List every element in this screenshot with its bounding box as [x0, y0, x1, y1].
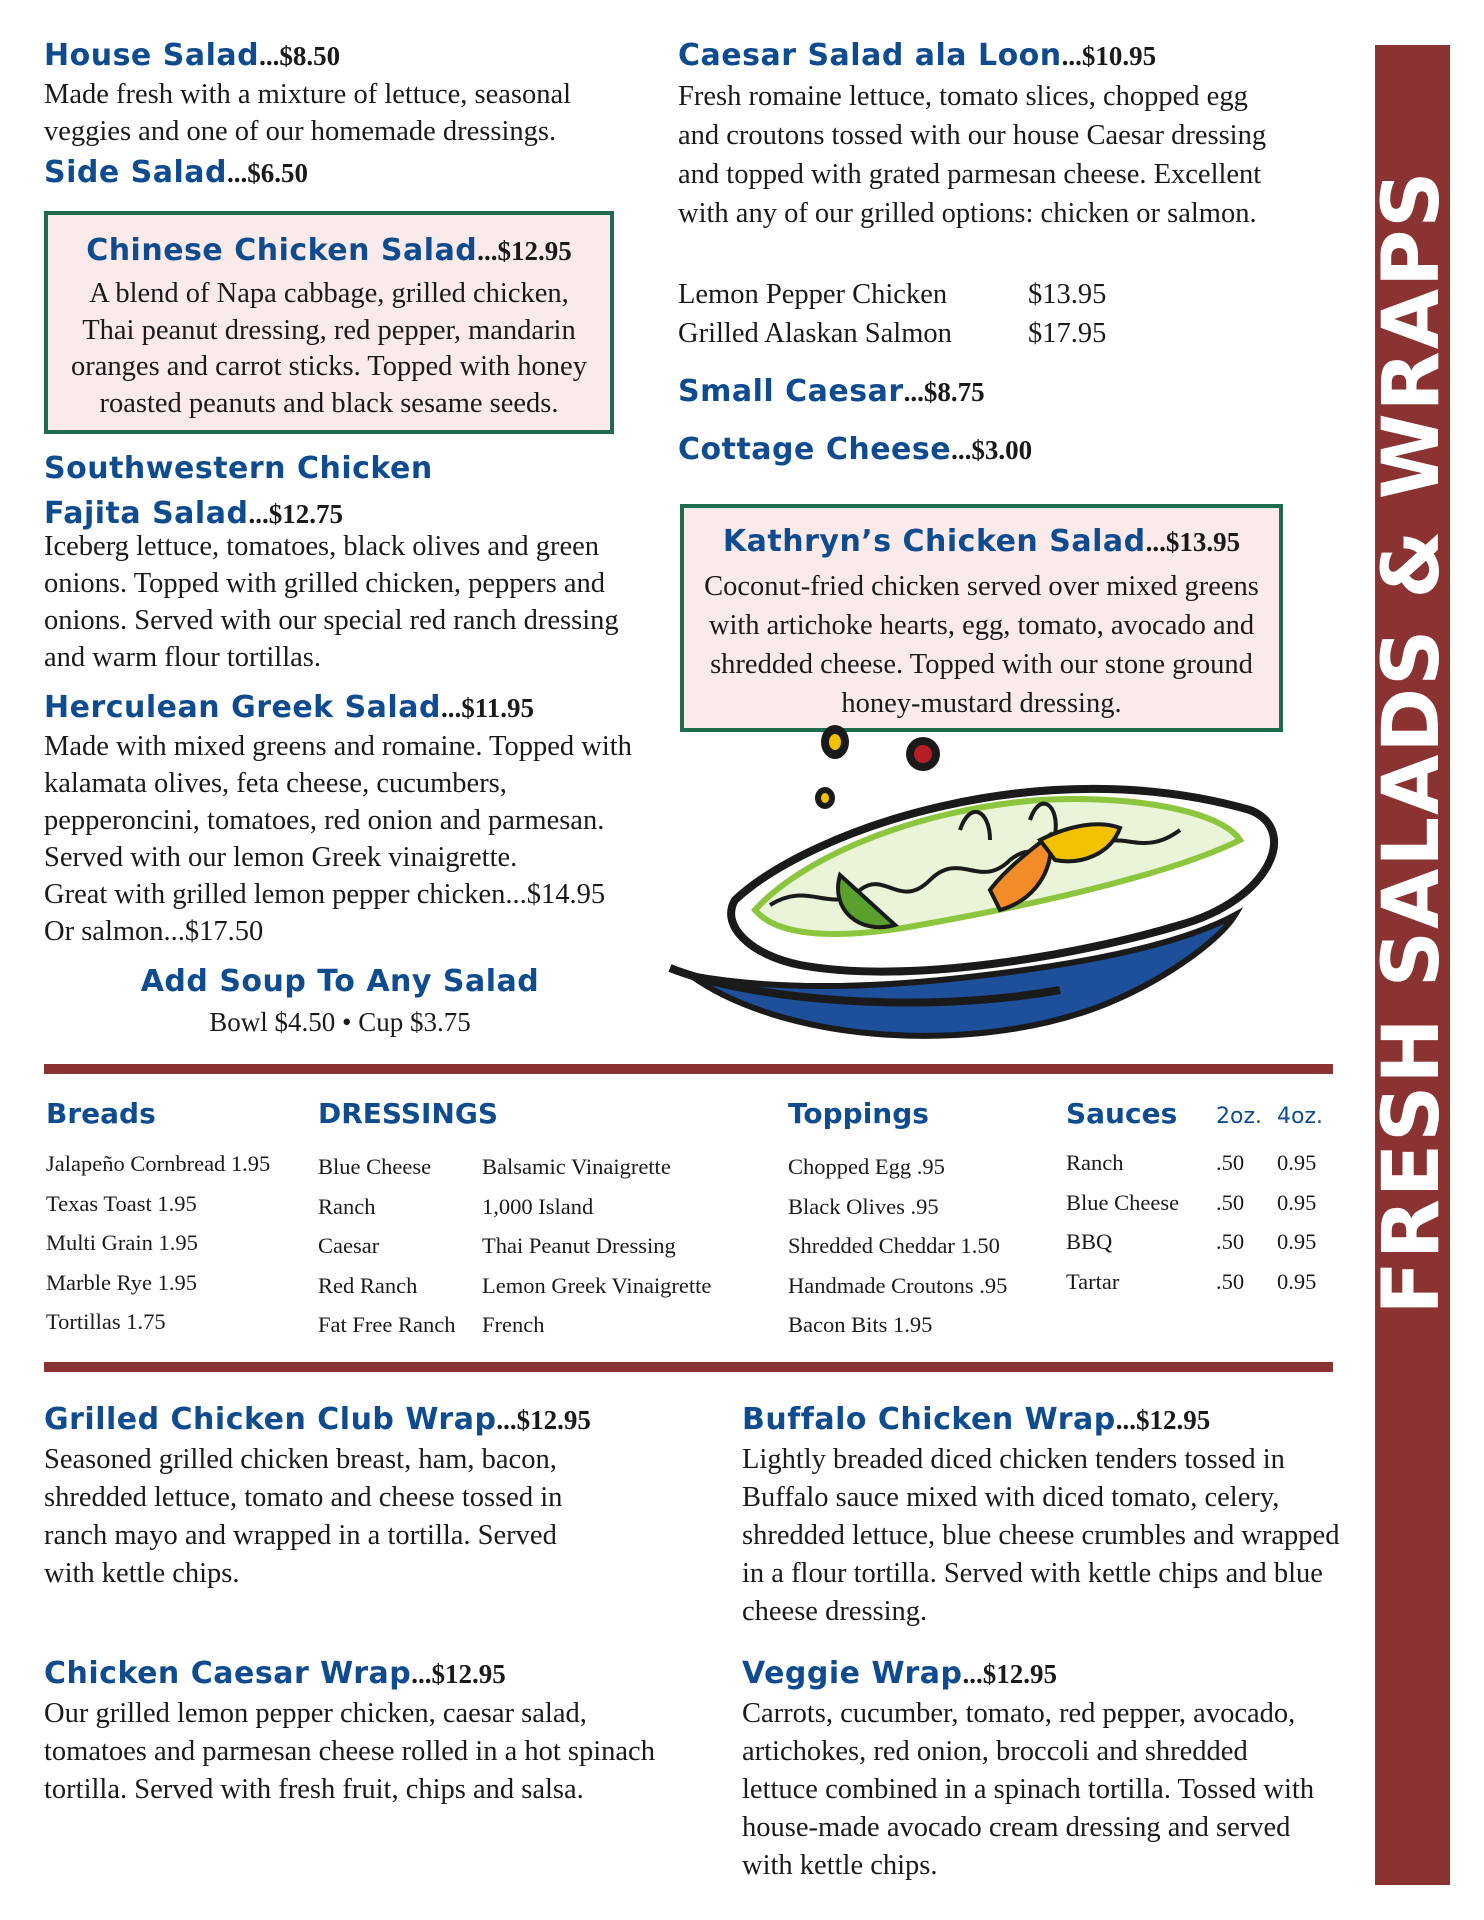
greek-salad-title [44, 688, 534, 733]
chinese-chicken-desc: A blend of Napa cabbage, grilled chicken, Thai peanut dressing, red pepper, mandarin oranges and carrot sticks. Topped with honey roasted peanuts and black sesame seeds. [71, 278, 587, 419]
house-salad-desc: Made fresh with a mixture of lettuce, seasonal veggies and one of our homemade dressings. [44, 79, 572, 147]
add-soup-prices: Bowl $4.50 • Cup $3.75 [209, 1007, 471, 1037]
side-salad-price: ...$6.50 [227, 158, 309, 188]
divider-bottom [44, 1362, 1333, 1372]
list-item: Thai Peanut Dressing [482, 1233, 676, 1258]
kathryn-chicken-name: Kathryn’s Chicken Salad [722, 524, 1146, 559]
veggie-wrap-price: ...$12.95 [962, 1659, 1058, 1689]
sauce-row: Blue Cheese .50 0.95 [1066, 1189, 1317, 1215]
list-item: 1,000 Island [482, 1193, 594, 1219]
chinese-chicken-price: ...$12.95 [477, 236, 572, 266]
chinese-chicken-box [44, 211, 614, 434]
greek-salad-price: ...$11.95 [440, 693, 534, 723]
dressings-list-col1 [318, 1147, 455, 1345]
caesar-wrap-price: ...$12.95 [411, 1659, 506, 1689]
house-salad-title [44, 36, 340, 81]
sauces-header [1066, 1097, 1177, 1130]
buffalo-wrap-title [742, 1400, 1210, 1445]
caesar-option-salmon-price: $17.95 [1028, 318, 1107, 349]
sauces-size-2oz: 2oz. [1216, 1104, 1262, 1129]
cottage-cheese-title [678, 430, 1032, 475]
buffalo-wrap-name: Buffalo Chicken Wrap [742, 1402, 1116, 1437]
list-item: Chopped Egg .95 [788, 1154, 945, 1179]
veggie-wrap-desc: Carrots, cucumber, tomato, red pepper, avocado, artichokes, red onion, broccoli and shredded lettuce combined in a spinach tortilla. Tossed with house-made avocado cream dressing and served with kettle chips. [742, 1698, 1315, 1881]
greek-salad-name: Herculean Greek Salad [44, 690, 441, 725]
southwestern-name-line2: Fajita Salad [44, 496, 249, 531]
club-wrap-title [44, 1400, 591, 1445]
list-item: Fat Free Ranch [318, 1312, 456, 1337]
kathryn-chicken-price: ...$13.95 [1145, 527, 1241, 557]
list-item: Jalapeño Cornbread 1.95 [46, 1151, 271, 1176]
side-salad-title [44, 153, 308, 198]
club-wrap-desc: Seasoned grilled chicken breast, ham, bacon, shredded lettuce, tomato and cheese tossed in ranch mayo and wrapped in a tortilla. Served with kettle chips. [44, 1444, 563, 1589]
chinese-chicken-name: Chinese Chicken Salad [86, 233, 478, 268]
sauce-row: Tartar .50 0.95 [1066, 1268, 1317, 1294]
dressings-heading: DRESSINGS [318, 1097, 499, 1130]
southwestern-title [44, 449, 433, 539]
caesar-wrap-desc: Our grilled lemon pepper chicken, caesar salad, tomatoes and parmesan cheese rolled in a hot spinach tortilla. Served with fresh fruit, chips and salsa. [44, 1698, 655, 1805]
cottage-cheese-price: ...$3.00 [951, 435, 1033, 465]
breads-heading: Breads [46, 1097, 156, 1130]
sauces-heading: Sauces [1066, 1097, 1178, 1130]
sauce-row: Ranch .50 0.95 [1066, 1150, 1317, 1175]
greek-salad-chicken-option: Great with grilled lemon pepper chicken...$14.95 [44, 879, 606, 910]
small-caesar-title [678, 372, 985, 417]
side-salad-name: Side Salad [44, 155, 228, 190]
club-wrap-name: Grilled Chicken Club Wrap [44, 1402, 497, 1437]
add-soup-section [44, 962, 636, 1042]
caesar-salad-name: Caesar Salad ala Loon [678, 38, 1062, 73]
divider-top [44, 1064, 1333, 1074]
list-item: Bacon Bits 1.95 [788, 1312, 933, 1337]
southwestern-name-line1: Southwestern Chicken [44, 451, 433, 486]
caesar-option-salmon-label: Grilled Alaskan Salmon [678, 318, 952, 349]
caesar-wrap-title [44, 1654, 506, 1699]
list-item: Caesar [318, 1233, 380, 1258]
toppings-heading: Toppings [788, 1097, 929, 1130]
kathryn-chicken-box [680, 504, 1283, 732]
sauces-size-4oz: 4oz. [1277, 1104, 1323, 1129]
list-item: Ranch [318, 1193, 376, 1219]
kathryn-chicken-desc: Coconut-fried chicken served over mixed greens with artichoke hearts, egg, tomato, avocado and shredded cheese. Topped with our stone ground honey-mustard dressing. [704, 571, 1259, 719]
salad-bowl-illustration [660, 710, 1290, 1080]
caesar-salad-title [678, 36, 1156, 81]
dressings-list-col2 [482, 1147, 711, 1345]
list-item: Black Olives .95 [788, 1193, 939, 1219]
caesar-option-chicken [678, 276, 1106, 313]
veggie-wrap-title [742, 1654, 1057, 1699]
chinese-chicken-title [66, 231, 592, 276]
greek-salad-salmon-option: Or salmon...$17.50 [44, 916, 264, 947]
list-item: Handmade Croutons .95 [788, 1272, 1008, 1298]
list-item: Multi Grain 1.95 [46, 1230, 198, 1255]
list-item: Red Ranch [318, 1272, 418, 1298]
veggie-wrap-name: Veggie Wrap [742, 1656, 963, 1691]
sauce-row: BBQ .50 0.95 [1066, 1229, 1317, 1254]
kathryn-chicken-title [702, 522, 1261, 567]
caesar-option-salmon [678, 315, 1106, 352]
list-item: Lemon Greek Vinaigrette [482, 1272, 712, 1298]
list-item: Balsamic Vinaigrette [482, 1154, 671, 1179]
southwestern-desc: Iceberg lettuce, tomatoes, black olives and green onions. Topped with grilled chicken, peppers and onions. Served with our special red ranch dressing and warm flour tortillas. [44, 531, 619, 673]
list-item: Blue Cheese [318, 1154, 432, 1179]
buffalo-wrap-price: ...$12.95 [1115, 1405, 1211, 1435]
house-salad-price: ...$8.50 [259, 41, 341, 71]
add-soup-title: Add Soup To Any Salad [140, 964, 540, 999]
house-salad-name: House Salad [44, 38, 260, 73]
sauces-list [1066, 1143, 1316, 1301]
small-caesar-name: Small Caesar [678, 374, 904, 409]
southwestern-price: ...$12.75 [248, 499, 343, 529]
list-item: Shredded Cheddar 1.50 [788, 1233, 1000, 1258]
small-caesar-price: ...$8.75 [903, 377, 985, 407]
list-item: Tortillas 1.75 [46, 1309, 166, 1334]
cottage-cheese-name: Cottage Cheese [678, 432, 952, 467]
list-item: Marble Rye 1.95 [46, 1269, 197, 1295]
greek-salad-desc: Made with mixed greens and romaine. Topped with kalamata olives, feta cheese, cucumbers, pepperoncini, tomatoes, red onion and parmesan. Served with our lemon Greek vinaigrette. [44, 731, 632, 873]
buffalo-wrap-desc: Lightly breaded diced chicken tenders tossed in Buffalo sauce mixed with diced tomato, celery, shredded lettuce, blue cheese crumbles and wrapped in a flour tortilla. Served with kettle chips and blue cheese dressing. [742, 1444, 1340, 1627]
breads-list [46, 1144, 270, 1342]
caesar-salad-desc: Fresh romaine lettuce, tomato slices, chopped egg and croutons tossed with our house Caesar dressing and topped with grated parmesan cheese. Excellent with any of our grilled options: chicken or salmon. [678, 81, 1267, 229]
caesar-salad-price: ...$10.95 [1061, 41, 1157, 71]
list-item: French [482, 1312, 545, 1337]
toppings-list [788, 1147, 1007, 1345]
club-wrap-price: ...$12.95 [496, 1405, 591, 1435]
caesar-option-chicken-price: $13.95 [1028, 279, 1107, 310]
side-banner-text: FRESH SALADS & WRAPS [1367, 169, 1457, 1315]
caesar-option-chicken-label: Lemon Pepper Chicken [678, 279, 948, 310]
caesar-wrap-name: Chicken Caesar Wrap [44, 1656, 412, 1691]
list-item: Texas Toast 1.95 [46, 1190, 197, 1216]
